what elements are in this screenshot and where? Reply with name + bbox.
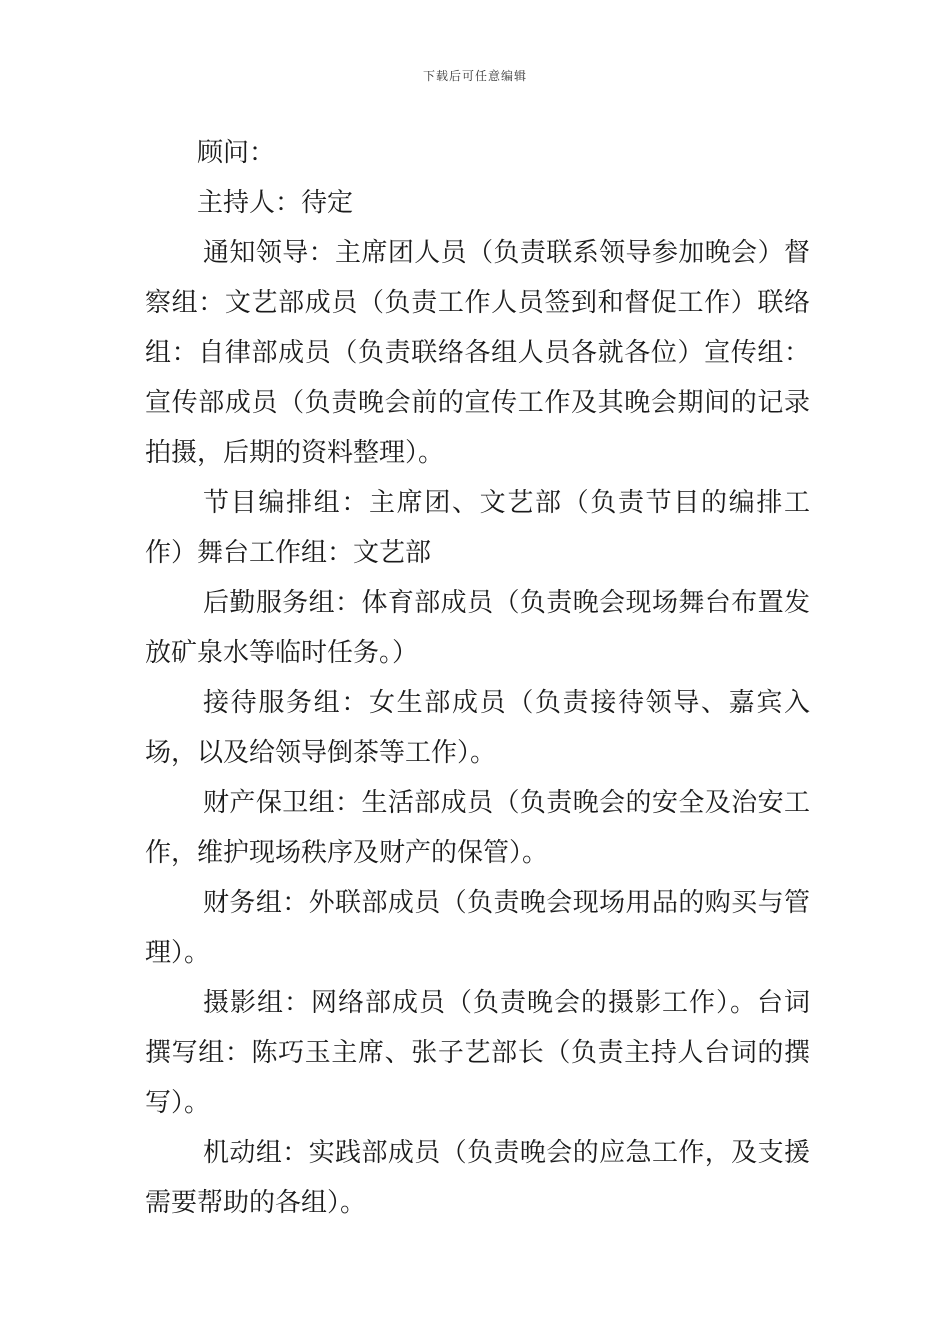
paragraph-finance: 财务组：外联部成员（负责晚会现场用品的购买与管理）。 (145, 888, 810, 968)
paragraph-reception: 接待服务组：女生部成员（负责接待领导、嘉宾入场，以及给领导倒茶等工作）。 (145, 688, 810, 768)
document-body (145, 128, 810, 1228)
paragraph-security: 财产保卫组：生活部成员（负责晚会的安全及治安工作，维护现场秩序及财产的保管）。 (145, 788, 810, 868)
paragraph-mobile-group: 机动组：实践部成员（负责晚会的应急工作，及支援需要帮助的各组）。 (145, 1138, 810, 1218)
paragraph-program-arrangement: 节目编排组：主席团、文艺部（负责节目的编排工作）舞台工作组：文艺部 (145, 488, 810, 568)
paragraph-photography: 摄影组：网络部成员（负责晚会的摄影工作）。台词撰写组：陈巧玉主席、张子艺部长（负责主持人台词的撰写）。 (145, 988, 810, 1118)
paragraph-host: 主持人：待定 (197, 188, 354, 218)
paragraph-advisor: 顾问： (197, 138, 276, 168)
paragraph-notify-leaders: 通知领导：主席团人员（负责联系领导参加晚会）督察组：文艺部成员（负责工作人员签到和督促工作）联络组：自律部成员（负责联络各组人员各就各位）宣传组：宣传部成员（负责晚会前的宣传工作及其晚会期间的记录拍摄，后期的资料整理）。 (145, 238, 810, 468)
paragraph-logistics: 后勤服务组：体育部成员（负责晚会现场舞台布置发放矿泉水等临时任务。） (145, 588, 810, 668)
header-note: 下载后可任意编辑 (422, 69, 527, 83)
